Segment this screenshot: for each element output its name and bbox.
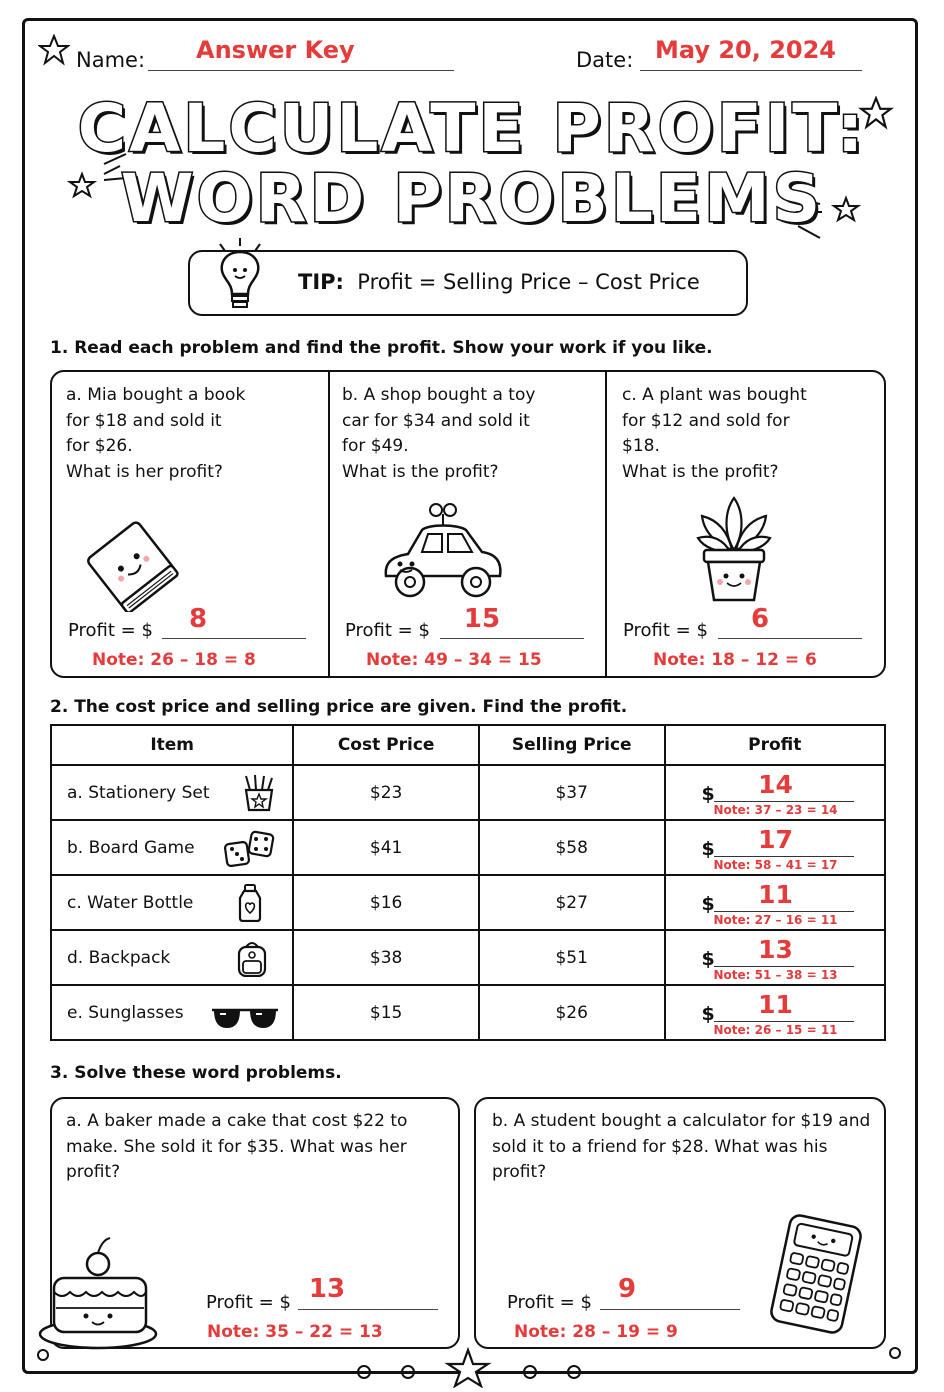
cost-cell: $15 <box>293 985 479 1040</box>
cost-cell: $38 <box>293 930 479 985</box>
table-row <box>51 985 885 1040</box>
date-line <box>640 70 862 71</box>
circle-decoration <box>36 1348 50 1362</box>
cost-cell: $23 <box>293 765 479 820</box>
profit-table <box>50 724 886 1041</box>
bottom-decoration <box>350 1344 590 1388</box>
profit-label: Profit = $ <box>345 620 430 641</box>
sell-cell: $27 <box>479 875 665 930</box>
name-value[interactable]: Answer Key <box>196 36 355 64</box>
water-bottle-icon <box>230 884 270 922</box>
answer-line <box>440 638 584 639</box>
answer-line <box>718 638 862 639</box>
calculator-icon <box>766 1214 866 1334</box>
note-3a: Note: 35 – 22 = 13 <box>207 1322 383 1342</box>
note-1c: Note: 18 – 12 = 6 <box>653 650 817 670</box>
profit-note: Note: 51 – 38 = 13 <box>713 968 838 982</box>
column-header-selling: Selling Price <box>479 725 665 765</box>
section2-heading: 2. The cost price and selling price are given. Find the profit. <box>50 697 628 717</box>
dice-icon <box>222 829 276 867</box>
currency-symbol: $ <box>701 1003 715 1025</box>
table-row <box>51 930 885 985</box>
profit-answer-1a[interactable]: 8 <box>188 604 208 634</box>
item-name: b. Board Game <box>67 838 195 858</box>
profit-note: Note: 58 – 41 = 17 <box>713 858 838 872</box>
problem-3b-text: b. A student bought a calculator for $19 and sold it to a friend for $28. What was his profit? <box>492 1111 871 1182</box>
sell-cell: $51 <box>479 930 665 985</box>
lightbulb-icon <box>212 238 268 320</box>
profit-answer[interactable]: 14 <box>758 770 793 799</box>
book-icon <box>80 516 180 612</box>
item-name: e. Sunglasses <box>67 1003 184 1023</box>
answer-line <box>162 638 306 639</box>
cost-cell: $41 <box>293 820 479 875</box>
star-icon <box>38 34 70 66</box>
profit-answer-1c[interactable]: 6 <box>750 604 770 634</box>
profit-label: Profit = $ <box>206 1292 291 1313</box>
item-name: a. Stationery Set <box>67 783 210 803</box>
profit-answer[interactable]: 17 <box>758 825 793 854</box>
profit-label: Profit = $ <box>623 620 708 641</box>
sunglasses-icon <box>210 998 280 1036</box>
answer-line <box>298 1309 438 1310</box>
sell-cell: $37 <box>479 765 665 820</box>
cake-icon <box>36 1234 164 1352</box>
toy-car-icon <box>378 500 506 606</box>
name-label: Name: <box>76 48 146 72</box>
note-1b: Note: 49 – 34 = 15 <box>366 650 542 670</box>
profit-note: Note: 27 – 16 = 11 <box>713 913 838 927</box>
divider <box>328 372 330 676</box>
tip-text: Profit = Selling Price – Cost Price <box>357 270 700 294</box>
pencil-cup-icon <box>238 774 278 812</box>
problem-1b-text: b. A shop bought a toy car for $34 and sold it for $49. What is the profit? <box>342 385 536 482</box>
page-title-line1: CALCULATE PROFIT: <box>77 90 867 167</box>
sell-cell: $26 <box>479 985 665 1040</box>
currency-symbol: $ <box>701 783 715 805</box>
currency-symbol: $ <box>701 893 715 915</box>
problem-1a-text: a. Mia bought a book for $18 and sold it for $26. What is her profit? <box>66 385 246 482</box>
profit-answer[interactable]: 11 <box>758 990 793 1019</box>
date-label: Date: <box>576 48 634 72</box>
backpack-icon <box>232 939 272 977</box>
column-header-cost: Cost Price <box>293 725 479 765</box>
divider <box>605 372 607 676</box>
note-3b: Note: 28 – 19 = 9 <box>514 1322 678 1342</box>
profit-answer-1b[interactable]: 15 <box>463 604 501 634</box>
answer-line <box>600 1309 740 1310</box>
column-header-item: Item <box>51 725 293 765</box>
page-title-line2: WORD PROBLEMS <box>120 160 824 237</box>
note-1a: Note: 26 – 18 = 8 <box>92 650 256 670</box>
name-line <box>148 70 454 71</box>
problem-3a-text: a. A baker made a cake that cost $22 to make. She sold it for $35. What was her profit? <box>66 1111 408 1182</box>
profit-note: Note: 26 – 15 = 11 <box>713 1023 838 1037</box>
tip-box <box>188 250 748 316</box>
profit-answer[interactable]: 11 <box>758 880 793 909</box>
potted-plant-icon <box>694 494 774 606</box>
item-name: d. Backpack <box>67 948 171 968</box>
profit-answer-3b[interactable]: 9 <box>617 1274 637 1304</box>
profit-answer-3a[interactable]: 13 <box>308 1274 346 1304</box>
currency-symbol: $ <box>701 838 715 860</box>
item-name: c. Water Bottle <box>67 893 194 913</box>
currency-symbol: $ <box>701 948 715 970</box>
circle-decoration <box>886 1344 904 1362</box>
profit-note: Note: 37 – 23 = 14 <box>713 803 838 817</box>
profit-label: Profit = $ <box>507 1292 592 1313</box>
cost-cell: $16 <box>293 875 479 930</box>
table-row <box>51 765 885 820</box>
problem-1c-text: c. A plant was bought for $12 and sold for $18. What is the profit? <box>622 385 807 482</box>
date-value[interactable]: May 20, 2024 <box>655 36 837 64</box>
table-row <box>51 820 885 875</box>
section1-heading: 1. Read each problem and find the profit. Show your work if you like. <box>50 338 713 358</box>
table-row <box>51 875 885 930</box>
column-header-profit: Profit <box>665 725 885 765</box>
sell-cell: $58 <box>479 820 665 875</box>
tip-label: TIP: <box>298 270 344 294</box>
profit-label: Profit = $ <box>68 620 153 641</box>
section3-heading: 3. Solve these word problems. <box>50 1063 342 1083</box>
profit-answer[interactable]: 13 <box>758 935 793 964</box>
